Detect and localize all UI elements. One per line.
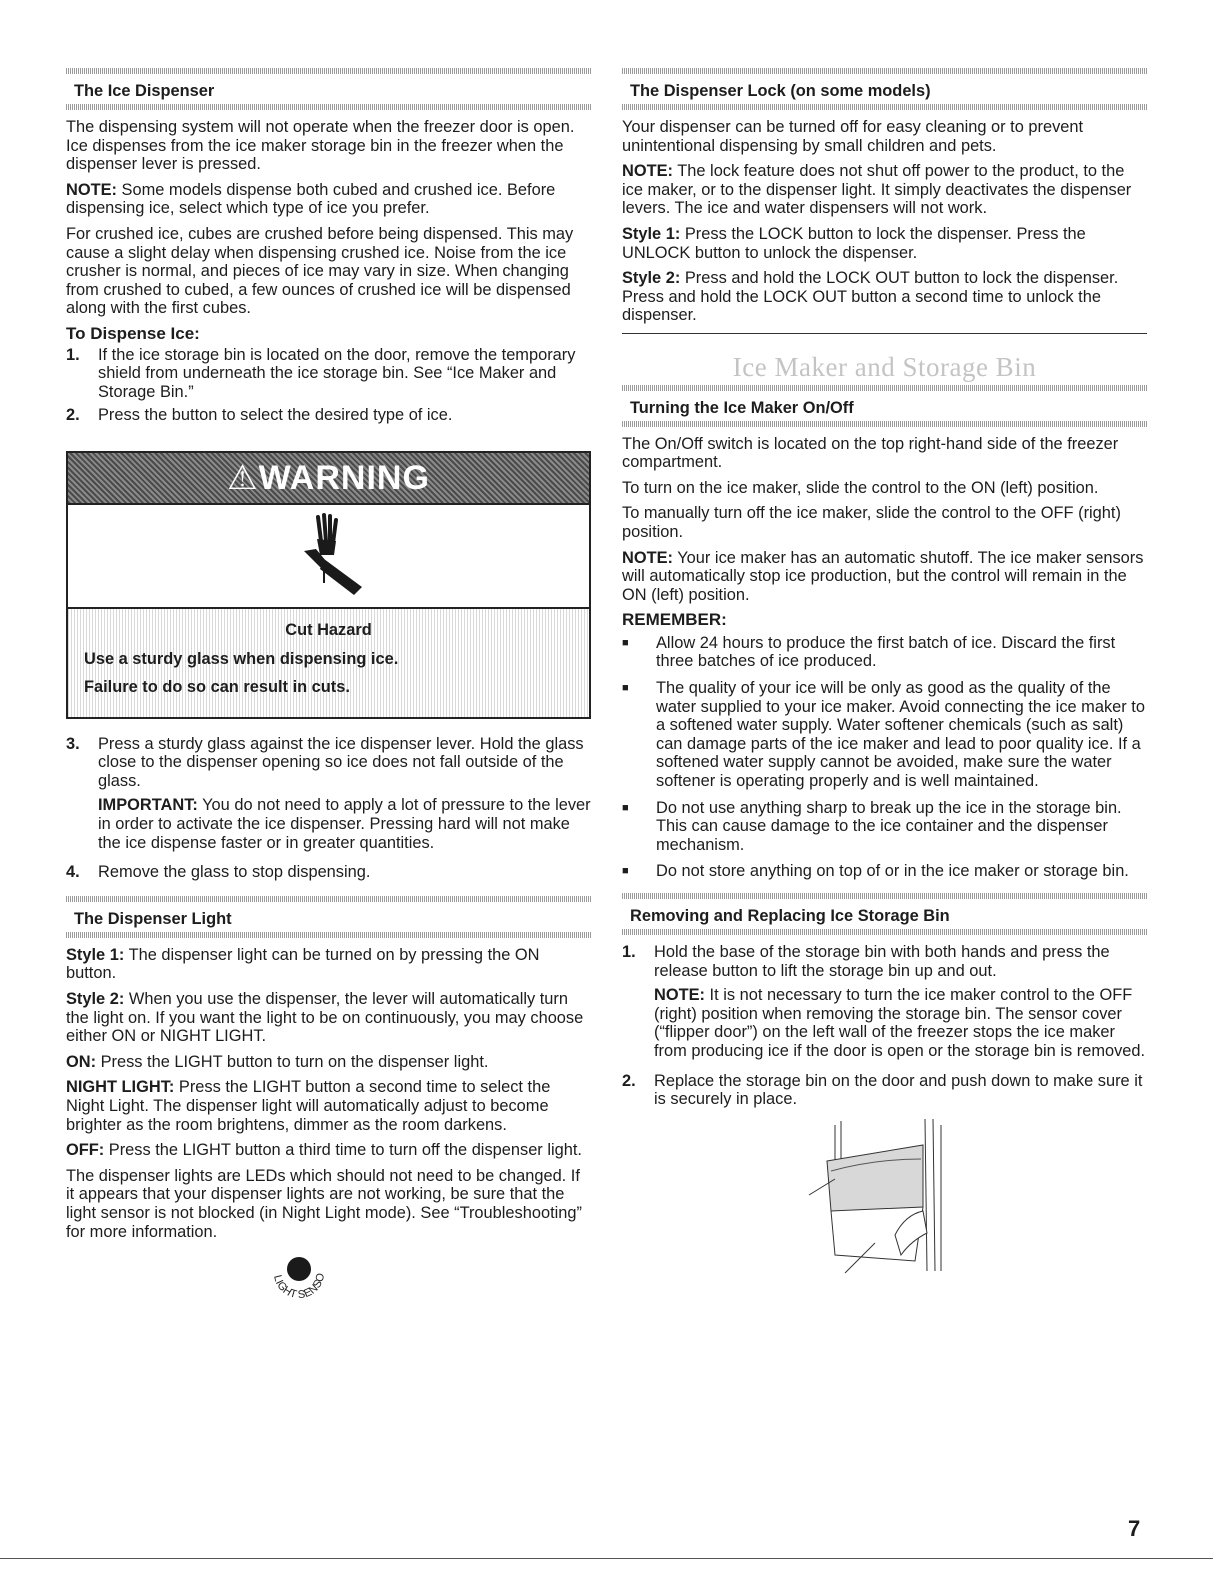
section-header-ice-dispenser: [66, 66, 591, 110]
note-label: NOTE:: [654, 986, 705, 1005]
note-paragraph: [622, 162, 1147, 218]
important-paragraph: [98, 796, 591, 852]
note-paragraph: [622, 549, 1147, 605]
paragraph: To turn on the ice maker, slide the control to the ON (left) position.: [622, 478, 1099, 497]
night-light-paragraph: [66, 1078, 591, 1134]
style-text: Press the LOCK button to lock the dispenser. Press the UNLOCK button to unlock the dispenser.: [622, 224, 1086, 262]
warning-text-panel: [68, 607, 589, 717]
paragraph: For crushed ice, cubes are crushed before being dispensed. This may cause a slight delay when dispensing crushed ice. Noise from the ice crusher is normal, and pieces of ice may vary in size. When changing from crushed to cubed, a few ounces of crushed ice will be dispensed along with the first cubes.: [66, 224, 574, 318]
warning-line: Use a sturdy glass when dispensing ice.: [84, 649, 399, 668]
warning-title: ⚠WARNING: [227, 458, 430, 497]
paragraph: The On/Off switch is located on the top right-hand side of the freezer compartment.: [622, 434, 1119, 472]
right-column: [622, 66, 1147, 1279]
night-light-text: Press the LIGHT button a second time to select the Night Light. The dispenser light will automatically adjust to become brighter as the room brightens, dimmer as the room darkens.: [66, 1078, 551, 1134]
style1-paragraph: [66, 946, 591, 983]
note-text: Your ice maker has an automatic shutoff. The ice maker sensors will automatically stop ice production, but the control will remain in the ON (left) position.: [622, 548, 1144, 604]
page-number: 7: [1128, 1516, 1141, 1541]
style-text: Press and hold the LOCK OUT button to lock the dispenser. Press and hold the LOCK OUT button a second time to unlock the dispenser.: [622, 269, 1119, 325]
important-text: You do not need to apply a lot of pressure to the lever in order to activate the ice dispenser. Pressing hard will not make the ice dispense faster or in greater quantities.: [98, 796, 591, 852]
step-item: [66, 346, 591, 402]
storage-bin-illustration: [622, 1115, 1147, 1280]
step-number: 1.: [622, 943, 636, 961]
note-label: NOTE:: [66, 180, 117, 199]
note-label: NOTE:: [622, 162, 673, 181]
style-label: Style 1:: [66, 945, 125, 964]
section-header-ice-maker-onoff: [622, 383, 1147, 427]
paragraph: The dispensing system will not operate when the freezer door is open. Ice dispenses from the ice maker storage bin in the freezer when the dispenser lever is pressed.: [66, 118, 575, 174]
heading-storage-bin: Removing and Replacing Ice Storage Bin: [630, 907, 950, 925]
style-label: Style 2:: [622, 269, 681, 288]
list-item: [622, 799, 1147, 855]
step-item: [66, 863, 591, 882]
note-text: It is not necessary to turn the ice maker control to the OFF (right) position when removing the storage bin. The sensor cover (“flipper door”) on the left wall of the freezer stops the ice maker from producing ice if the door is open or the storage bin is removed.: [654, 986, 1146, 1060]
style2-paragraph: [622, 269, 1147, 325]
light-sensor-icon: [254, 1249, 344, 1313]
list-item-text: Do not use anything sharp to break up the ice in the storage bin. This can cause damage to the ice container and the dispenser mechanism.: [656, 798, 1122, 854]
note-paragraph: [66, 181, 591, 218]
list-item-text: Do not store anything on top of or in the ice maker or storage bin.: [656, 862, 1129, 881]
bullet-icon: ■: [622, 801, 629, 814]
night-light-label: NIGHT LIGHT:: [66, 1078, 175, 1097]
paragraph: Your dispenser can be turned off for easy cleaning or to prevent unintentional dispensing by small children and pets.: [622, 118, 1084, 155]
storage-bin-icon: [805, 1115, 965, 1275]
bullet-icon: ■: [622, 682, 629, 695]
page-bottom-line: [0, 1558, 1213, 1559]
step-number: 4.: [66, 863, 80, 882]
step-item: [622, 1072, 1147, 1109]
heading-ice-maker-onoff: Turning the Ice Maker On/Off: [630, 398, 854, 417]
list-item: [622, 634, 1147, 671]
subheading-to-dispense-ice: To Dispense Ice:: [66, 323, 200, 343]
step-text: Replace the storage bin on the door and push down to make sure it is securely in place.: [654, 1071, 1143, 1109]
list-item: [622, 679, 1147, 791]
style1-paragraph: [622, 225, 1147, 262]
on-text: Press the LIGHT button to turn on the dispenser light.: [96, 1052, 489, 1071]
list-item: [622, 862, 1147, 881]
style-text: When you use the dispenser, the lever will automatically turn the light on. If you want the light to be on continuously, you may choose either ON or NIGHT LIGHT.: [66, 990, 584, 1046]
note-text: The lock feature does not shut off power to the product, to the ice maker, or to the dispenser light. It simply deactivates the dispenser levers. The ice and water dispensers will not work.: [622, 162, 1132, 218]
note-paragraph: [654, 986, 1147, 1060]
heading-dispenser-lock: The Dispenser Lock (on some models): [630, 82, 931, 100]
section-header-dispenser-light: [66, 894, 591, 938]
light-sensor-figure: [6, 1249, 591, 1318]
important-label: IMPORTANT:: [98, 796, 198, 815]
step-number: 1.: [66, 345, 80, 364]
light-sensor-label: LIGHT SENSO: [270, 1272, 327, 1302]
paragraph: The dispenser lights are LEDs which should not need to be changed. If it appears that your dispenser lights are not working, be sure that the light sensor is not blocked (in Night Light mode). See “Troubleshooting” for more information.: [66, 1166, 582, 1241]
off-label: OFF:: [66, 1141, 105, 1160]
heading-dispenser-light: The Dispenser Light: [74, 909, 232, 928]
on-paragraph: [66, 1053, 591, 1072]
warning-box: [66, 451, 591, 719]
hazard-title: Cut Hazard: [285, 620, 372, 639]
on-label: ON:: [66, 1052, 97, 1071]
warning-line: Failure to do so can result in cuts.: [84, 678, 350, 697]
step-item: [66, 406, 591, 425]
cut-hand-icon: [284, 511, 374, 601]
style-label: Style 1:: [622, 224, 681, 243]
step-text: Press a sturdy glass against the ice dispenser lever. Hold the glass close to the dispenser opening so ice does not fall outside of the glass.: [98, 734, 584, 790]
style-label: Style 2:: [66, 990, 125, 1009]
cut-hazard-pictogram: [68, 503, 589, 607]
section-divider: [622, 333, 1147, 334]
off-paragraph: [66, 1141, 591, 1160]
warning-header: [68, 453, 589, 503]
section-header-dispenser-lock: [622, 66, 1147, 110]
step-text: If the ice storage bin is located on the door, remove the temporary shield from underneath the ice storage bin. See “Ice Maker and Storage Bin.”: [98, 345, 576, 401]
step-number: 3.: [66, 734, 80, 753]
bullet-icon: ■: [622, 865, 629, 878]
step-text: Remove the glass to stop dispensing.: [98, 863, 371, 882]
style-text: The dispenser light can be turned on by pressing the ON button.: [66, 945, 540, 983]
step-text: Press the button to select the desired type of ice.: [98, 406, 453, 425]
list-item-text: Allow 24 hours to produce the first batch of ice. Discard the first three batches of ice produced.: [656, 633, 1116, 671]
remember-heading: REMEMBER:: [622, 610, 727, 630]
bullet-icon: ■: [622, 636, 629, 649]
off-text: Press the LIGHT button a third time to turn off the dispenser light.: [104, 1141, 582, 1160]
note-label: NOTE:: [622, 548, 673, 567]
paragraph: To manually turn off the ice maker, slide the control to the OFF (right) position.: [622, 504, 1121, 541]
step-number: 2.: [622, 1071, 636, 1090]
step-number: 2.: [66, 406, 80, 425]
list-item-text: The quality of your ice will be only as good as the quality of the water supplied to your ice maker. Avoid connecting the ice maker to a softened water supply. Water softener chemicals (such as salt) can damage parts of the ice maker and lead to poor quality ice. If a softened water supply cannot be avoided, make sure the water softener is operating properly and is well maintained.: [656, 679, 1145, 791]
step-item: [622, 943, 1147, 1067]
left-column: [66, 66, 591, 1318]
section-title-ice-maker: Ice Maker and Storage Bin: [732, 351, 1037, 382]
step-item: [66, 735, 591, 859]
step-text: Hold the base of the storage bin with both hands and press the release button to lift the storage bin up and out.: [654, 943, 1110, 980]
style2-paragraph: [66, 990, 591, 1046]
heading-ice-dispenser: The Ice Dispenser: [74, 82, 215, 100]
note-text: Some models dispense both cubed and crushed ice. Before dispensing ice, select which type of ice you prefer.: [66, 180, 556, 218]
section-header-storage-bin: [622, 891, 1147, 935]
